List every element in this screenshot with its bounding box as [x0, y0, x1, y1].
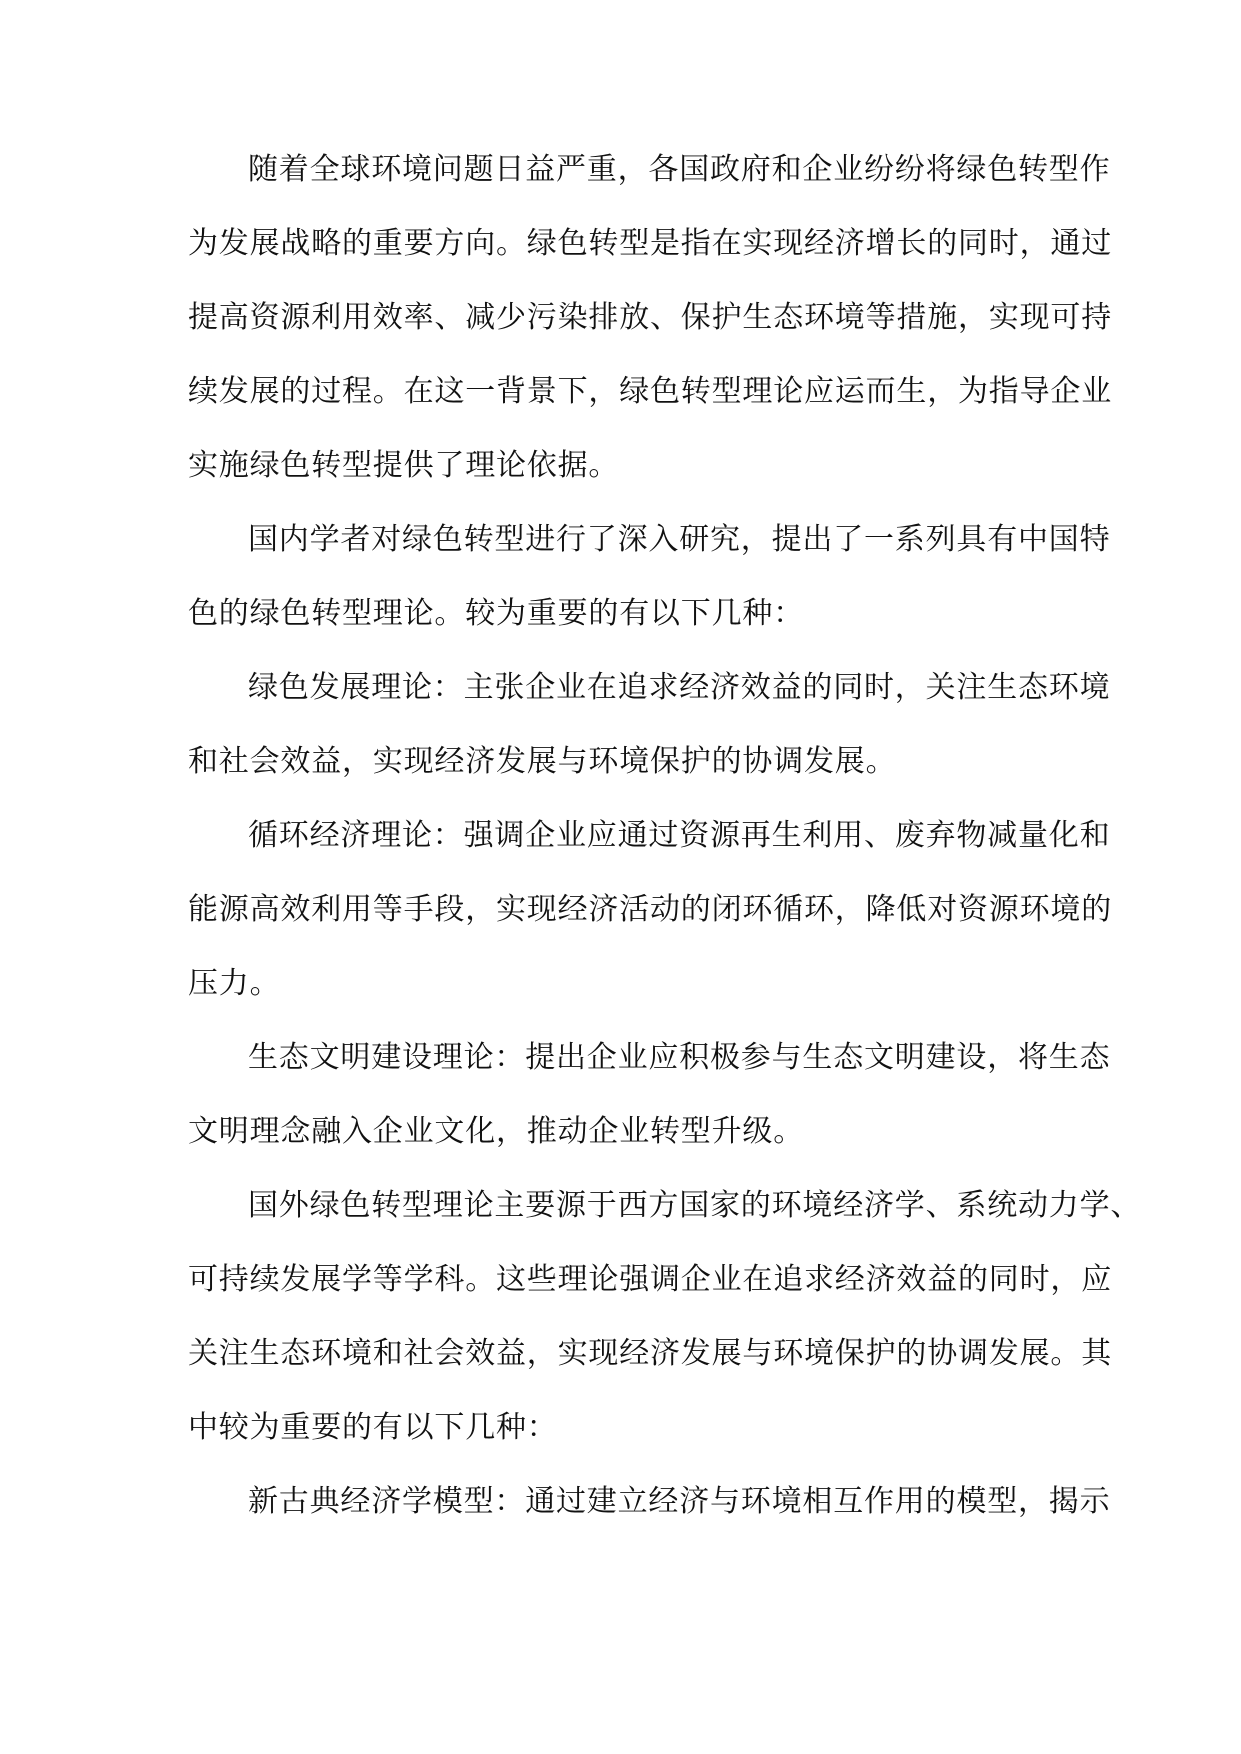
- paragraph: [188, 651, 1111, 799]
- text-line: 中较为重要的有以下几种：: [188, 1410, 558, 1445]
- text-line: 随着全球环境问题日益严重，各国政府和企业纷纷将绿色转型作: [248, 152, 1111, 187]
- document-body: [188, 133, 1142, 1539]
- paragraph: [188, 1465, 1111, 1539]
- text-line: 实施绿色转型提供了理论依据。: [188, 448, 620, 483]
- text-line: 生态文明建设理论：提出企业应积极参与生态文明建设，将生态: [248, 1040, 1111, 1075]
- text-line: 关注生态环境和社会效益，实现经济发展与环境保护的协调发展。其: [188, 1336, 1112, 1371]
- text-line: 为发展战略的重要方向。绿色转型是指在实现经济增长的同时，通过: [188, 226, 1112, 261]
- paragraph: [188, 1169, 1142, 1465]
- text-line: 国内学者对绿色转型进行了深入研究，提出了一系列具有中国特: [248, 522, 1111, 557]
- text-line: 续发展的过程。在这一背景下，绿色转型理论应运而生，为指导企业: [188, 374, 1112, 409]
- paragraph: [188, 1021, 1111, 1169]
- text-line: 循环经济理论：强调企业应通过资源再生利用、废弃物减量化和: [248, 818, 1111, 853]
- text-line: 文明理念融入企业文化，推动企业转型升级。: [188, 1114, 804, 1149]
- paragraph: [188, 133, 1112, 503]
- text-line: 新古典经济学模型：通过建立经济与环境相互作用的模型，揭示: [248, 1484, 1111, 1519]
- text-line: 压力。: [188, 966, 281, 1001]
- text-line: 绿色发展理论：主张企业在追求经济效益的同时，关注生态环境: [248, 670, 1111, 705]
- paragraph: [188, 799, 1112, 1021]
- paragraph: [188, 503, 1111, 651]
- text-line: 提高资源利用效率、减少污染排放、保护生态环境等措施，实现可持: [188, 300, 1112, 335]
- text-line: 国外绿色转型理论主要源于西方国家的环境经济学、系统动力学、: [248, 1188, 1142, 1223]
- text-line: 色的绿色转型理论。较为重要的有以下几种：: [188, 596, 804, 631]
- text-line: 和社会效益，实现经济发展与环境保护的协调发展。: [188, 744, 897, 779]
- text-line: 可持续发展学等学科。这些理论强调企业在追求经济效益的同时，应: [188, 1262, 1112, 1297]
- text-line: 能源高效利用等手段，实现经济活动的闭环循环，降低对资源环境的: [188, 892, 1112, 927]
